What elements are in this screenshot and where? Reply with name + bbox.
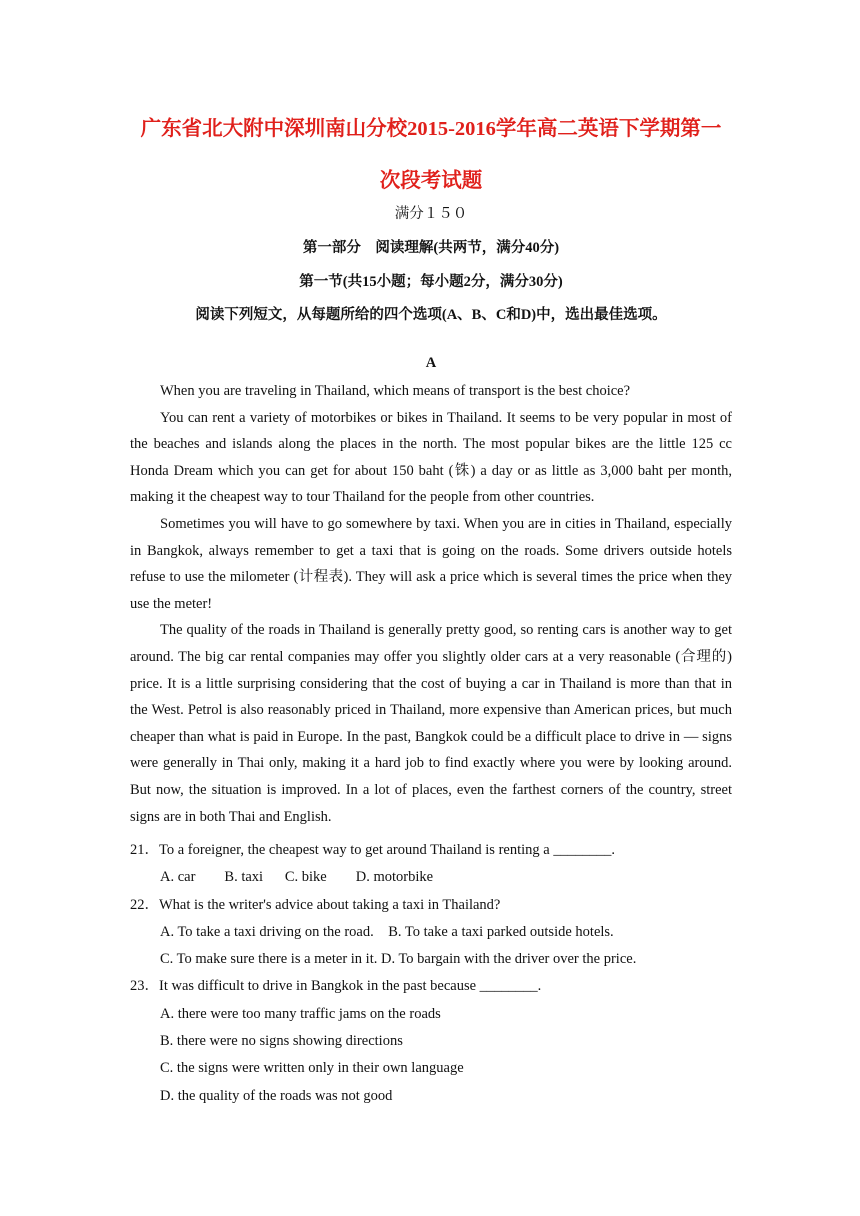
passage-label: A: [425, 355, 437, 371]
exam-title-line1: 广东省北大附中深圳南山分校2015-2016学年高二英语下学期第一: [140, 118, 722, 140]
question-option-23-b: B. there were no signs showing directions: [160, 1033, 403, 1050]
question-list: [130, 837, 732, 1110]
paragraph: Sometimes you will have to go somewhere by taxi. When you are in cities in Thailand, especially in Bangkok, always remember to get a taxi that is going on the roads. Some drivers outside hotels refuse to use the milometer (计程表). They will ask a price which is several times the price when they use the meter!: [130, 515, 732, 612]
section-heading: 第一节(共15小题；每小题2分，满分30分): [299, 274, 563, 290]
question-option-22-ab: A. To take a taxi driving on the road. B. To take a taxi parked outside hotels.: [160, 923, 614, 940]
question-option-22-cd: C. To make sure there is a meter in it. D. To bargain with the driver over the price.: [160, 951, 637, 968]
paragraph: The quality of the roads in Thailand is generally pretty good, so renting cars is another way to get around. The big car rental companies may offer you slightly older cars at a very reasonable (合理的) price. It is a little surprising considering that the cost of buying a car in Thailand is more than that in the West. Petrol is also reasonably priced in Thailand, more expensive than American prices, but much cheaper than what is paid in Europe. In the past, Bangkok could be a difficult place to drive in — signs were generally in Thai only, making it a hard job to find exactly where you were by looking around. But now, the situation is improved. In a lot of places, even the farthest corners of the country, street signs are in both Thai and English.: [130, 622, 732, 825]
question-option-23-a: A. there were too many traffic jams on the roads: [160, 1005, 441, 1022]
exam-title: [130, 103, 732, 207]
question-option-23-c: C. the signs were written only in their own language: [160, 1060, 464, 1077]
question-stem-22: 22．What is the writer's advice about taking a taxi in Thailand?: [130, 896, 501, 913]
instructions: 阅读下列短文，从每题所给的四个选项(A、B、C和D)中，选出最佳选项。: [195, 307, 667, 323]
question-option-23-d: D. the quality of the roads was not good: [160, 1087, 393, 1104]
question-options-21: A. car B. taxi C. bike D. motorbike: [160, 869, 434, 886]
part-heading: 第一部分 阅读理解(共两节，满分40分): [302, 240, 560, 256]
full-score: 满分１５０: [394, 206, 468, 222]
passage-body: [130, 378, 732, 830]
paragraph: You can rent a variety of motorbikes or bikes in Thailand. It seems to be very popular in most of the beaches and islands along the places in the north. The most popular bikes are the little 125 cc Honda Dream which you can get for about 150 baht (铢) a day or as little as 3,000 baht per month, making it the cheapest way to tour Thailand for the people from other countries.: [130, 409, 732, 506]
paragraph: When you are traveling in Thailand, which means of transport is the best choice?: [160, 383, 631, 399]
question-stem-23: 23．It was difficult to drive in Bangkok in the past because ________.: [130, 978, 542, 995]
exam-title-line2: 次段考试题: [379, 170, 483, 192]
question-stem-21: 21．To a foreigner, the cheapest way to get around Thailand is renting a ________.: [130, 842, 615, 858]
